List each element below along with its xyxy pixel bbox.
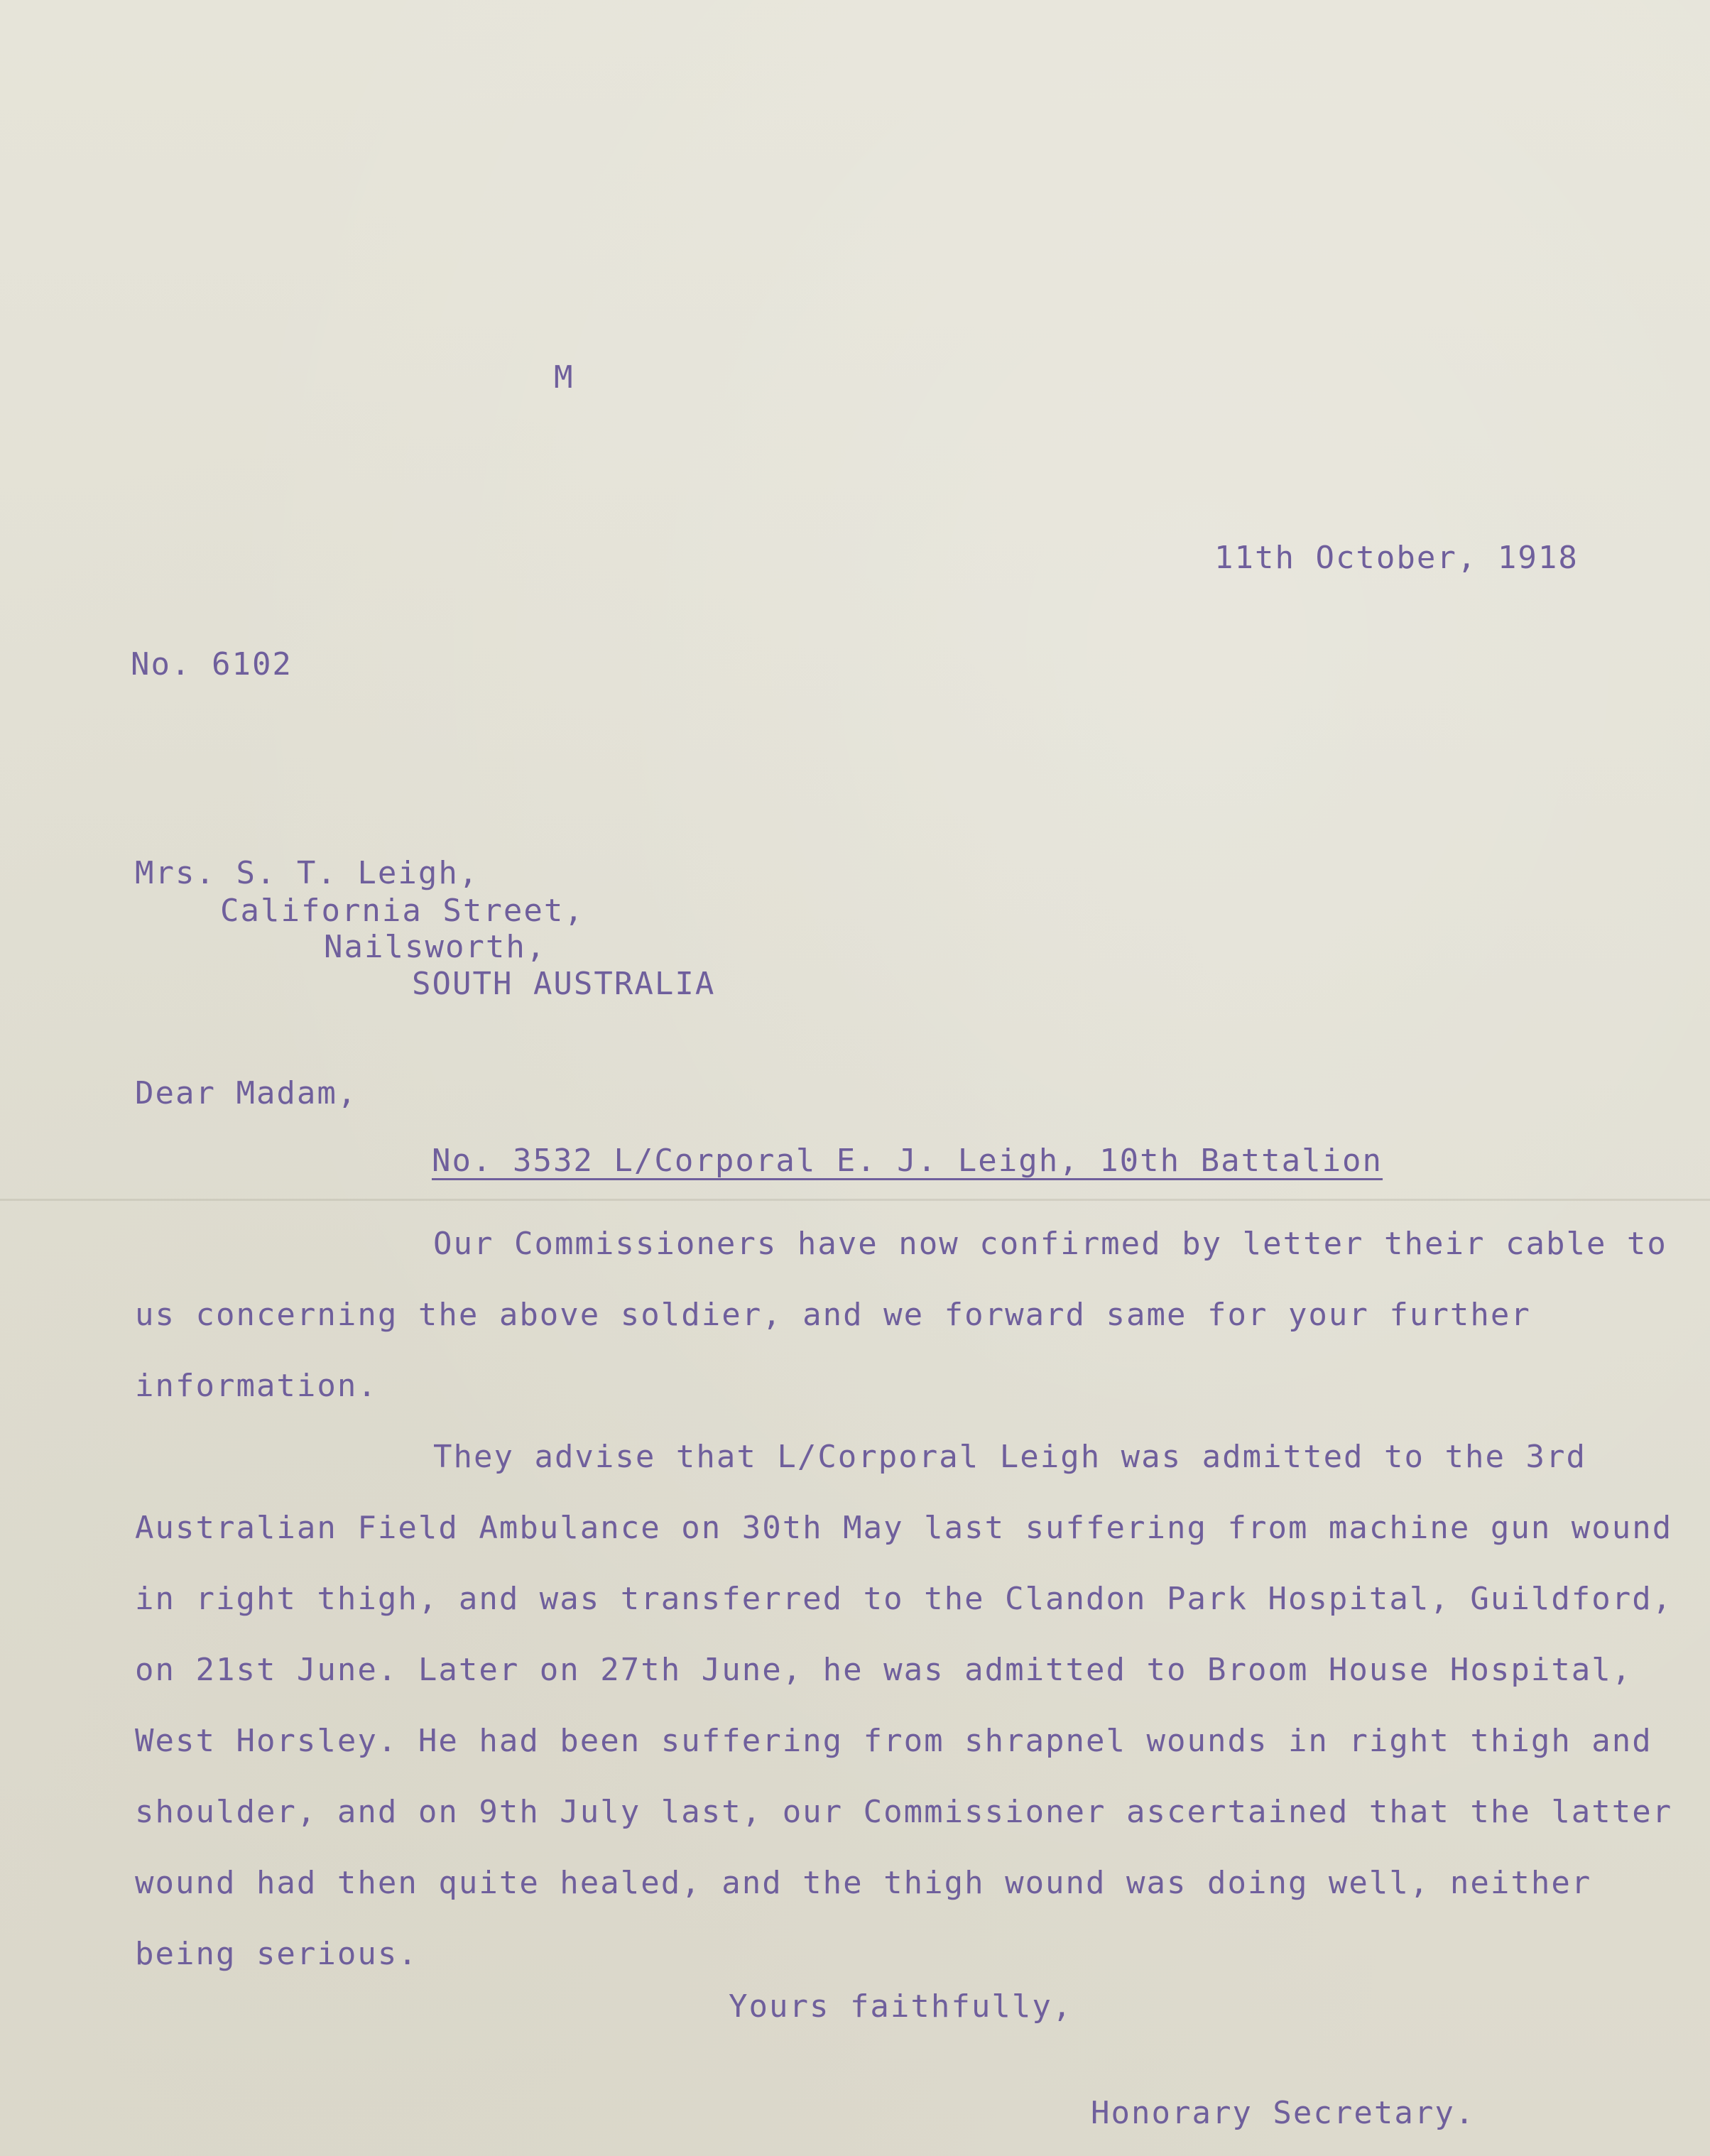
- subject-line: No. 3532 L/Corporal E. J. Leigh, 10th Battalion: [432, 1143, 1383, 1179]
- reference-number: No. 6102: [131, 646, 293, 682]
- closing: Yours faithfully,: [729, 1988, 1073, 2025]
- body-paragraph-2: They advise that L/Corporal Leigh was admitted to the 3rd Australian Field Ambulance on 30th May last suffering from machine gun wound in right thigh, and was transferred to the Clandon Park Hospital, Guildford, on 21st June. Later on 27th June, he was admitted to Broom House Hospital, West Horsley. He had been suffering from shrapnel wounds in right thigh and shoulder, and on 9th July last, our Commissioner ascertained that the latter wound had then quite healed, and the thigh wound was doing well, neither being serious.: [135, 1439, 1673, 1972]
- paper-fold: [0, 1199, 1710, 1201]
- recipient-name: Mrs. S. T. Leigh,: [135, 855, 479, 891]
- signatory-title: Honorary Secretary.: [1091, 2095, 1476, 2131]
- body-paragraph-1: Our Commissioners have now confirmed by letter their cable to us concerning the above soldier, and we forward same for your further information.: [135, 1226, 1667, 1404]
- recipient-state: SOUTH AUSTRALIA: [412, 966, 716, 1002]
- recipient-suburb: Nailsworth,: [324, 929, 547, 965]
- recipient-street: California Street,: [220, 893, 584, 929]
- letter-initial: M: [554, 359, 574, 396]
- letter-date: 11th October, 1918: [1214, 540, 1579, 576]
- salutation: Dear Madam,: [135, 1075, 358, 1111]
